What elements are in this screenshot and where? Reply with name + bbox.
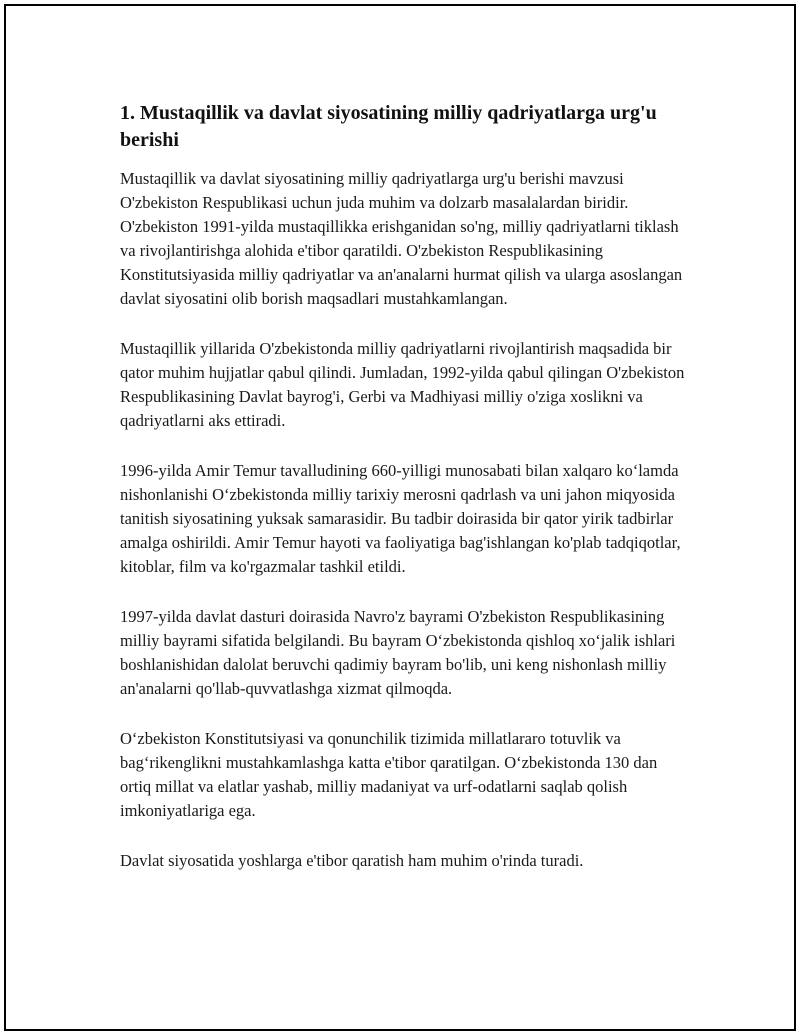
paragraph-amir-temur: 1996-yilda Amir Temur tavalludining 660-yilligi munosabati bilan xalqaro ko‘lamda nishonlanishi O‘zbekistonda milliy tarixiy merosni qadrlash va uni jahon miqyosida tanitish siyosatining yuksak samarasidir. Bu tadbir doirasida bir qator yirik tadbirlar amalga oshirildi. Amir Temur hayoti va faoliyatiga bag'ishlangan ko'plab tadqiqotlar, kitoblar, film va ko'rgazmalar tashkil etildi.	[120, 461, 681, 576]
paragraph-youth: Davlat siyosatida yoshlarga e'tibor qaratish ham muhim o'rinda turadi.	[120, 851, 584, 870]
paragraph-intro: Mustaqillik va davlat siyosatining milliy qadriyatlarga urg'u berishi mavzusi O'zbekiston Respublikasi uchun juda muhim va dolzarb masalalardan biridir. O'zbekiston 1991-yilda mustaqillikka erishganidan so'ng, milliy qadriyatlarni tiklash va rivojlantirishga alohida e'tibor qaratildi. O'zbekiston Respublikasining Konstitutsiyasida milliy qadriyatlar va an'analarni hurmat qilish va ularga asoslangan davlat siyosatini olib borish maqsadlari mustahkamlangan.	[120, 169, 683, 308]
paragraph-constitution: O‘zbekiston Konstitutsiyasi va qonunchilik tizimida millatlararo totuvlik va bag‘rikenglikni mustahkamlashga katta e'tibor qaratilgan. O‘zbekistonda 130 dan ortiq millat va elatlar yashab, milliy madaniyat va urf-odatlarni saqlab qolish imkoniyatlariga ega.	[120, 729, 658, 820]
document-body	[120, 100, 690, 873]
page-frame	[4, 4, 796, 1031]
paragraph-navroz: 1997-yilda davlat dasturi doirasida Navro'z bayrami O'zbekiston Respublikasining milliy bayrami sifatida belgilandi. Bu bayram O‘zbekistonda qishloq xo‘jalik ishlari boshlanishidan dalolat beruvchi qadimiy bayram bo'lib, uni keng nishonlash milliy an'analarni qo'llab-quvvatlashga xizmat qilmoqda.	[120, 607, 676, 698]
section-heading: 1. Mustaqillik va davlat siyosatining milliy qadriyatlarga urg'u berishi	[120, 102, 657, 151]
paragraph-documents: Mustaqillik yillarida O'zbekistonda milliy qadriyatlarni rivojlantirish maqsadida bir qator muhim hujjatlar qabul qilindi. Jumladan, 1992-yilda qabul qilingan O'zbekiston Respublikasining Davlat bayrog'i, Gerbi va Madhiyasi milliy o'ziga xoslikni va qadriyatlarni aks ettiradi.	[120, 339, 685, 430]
